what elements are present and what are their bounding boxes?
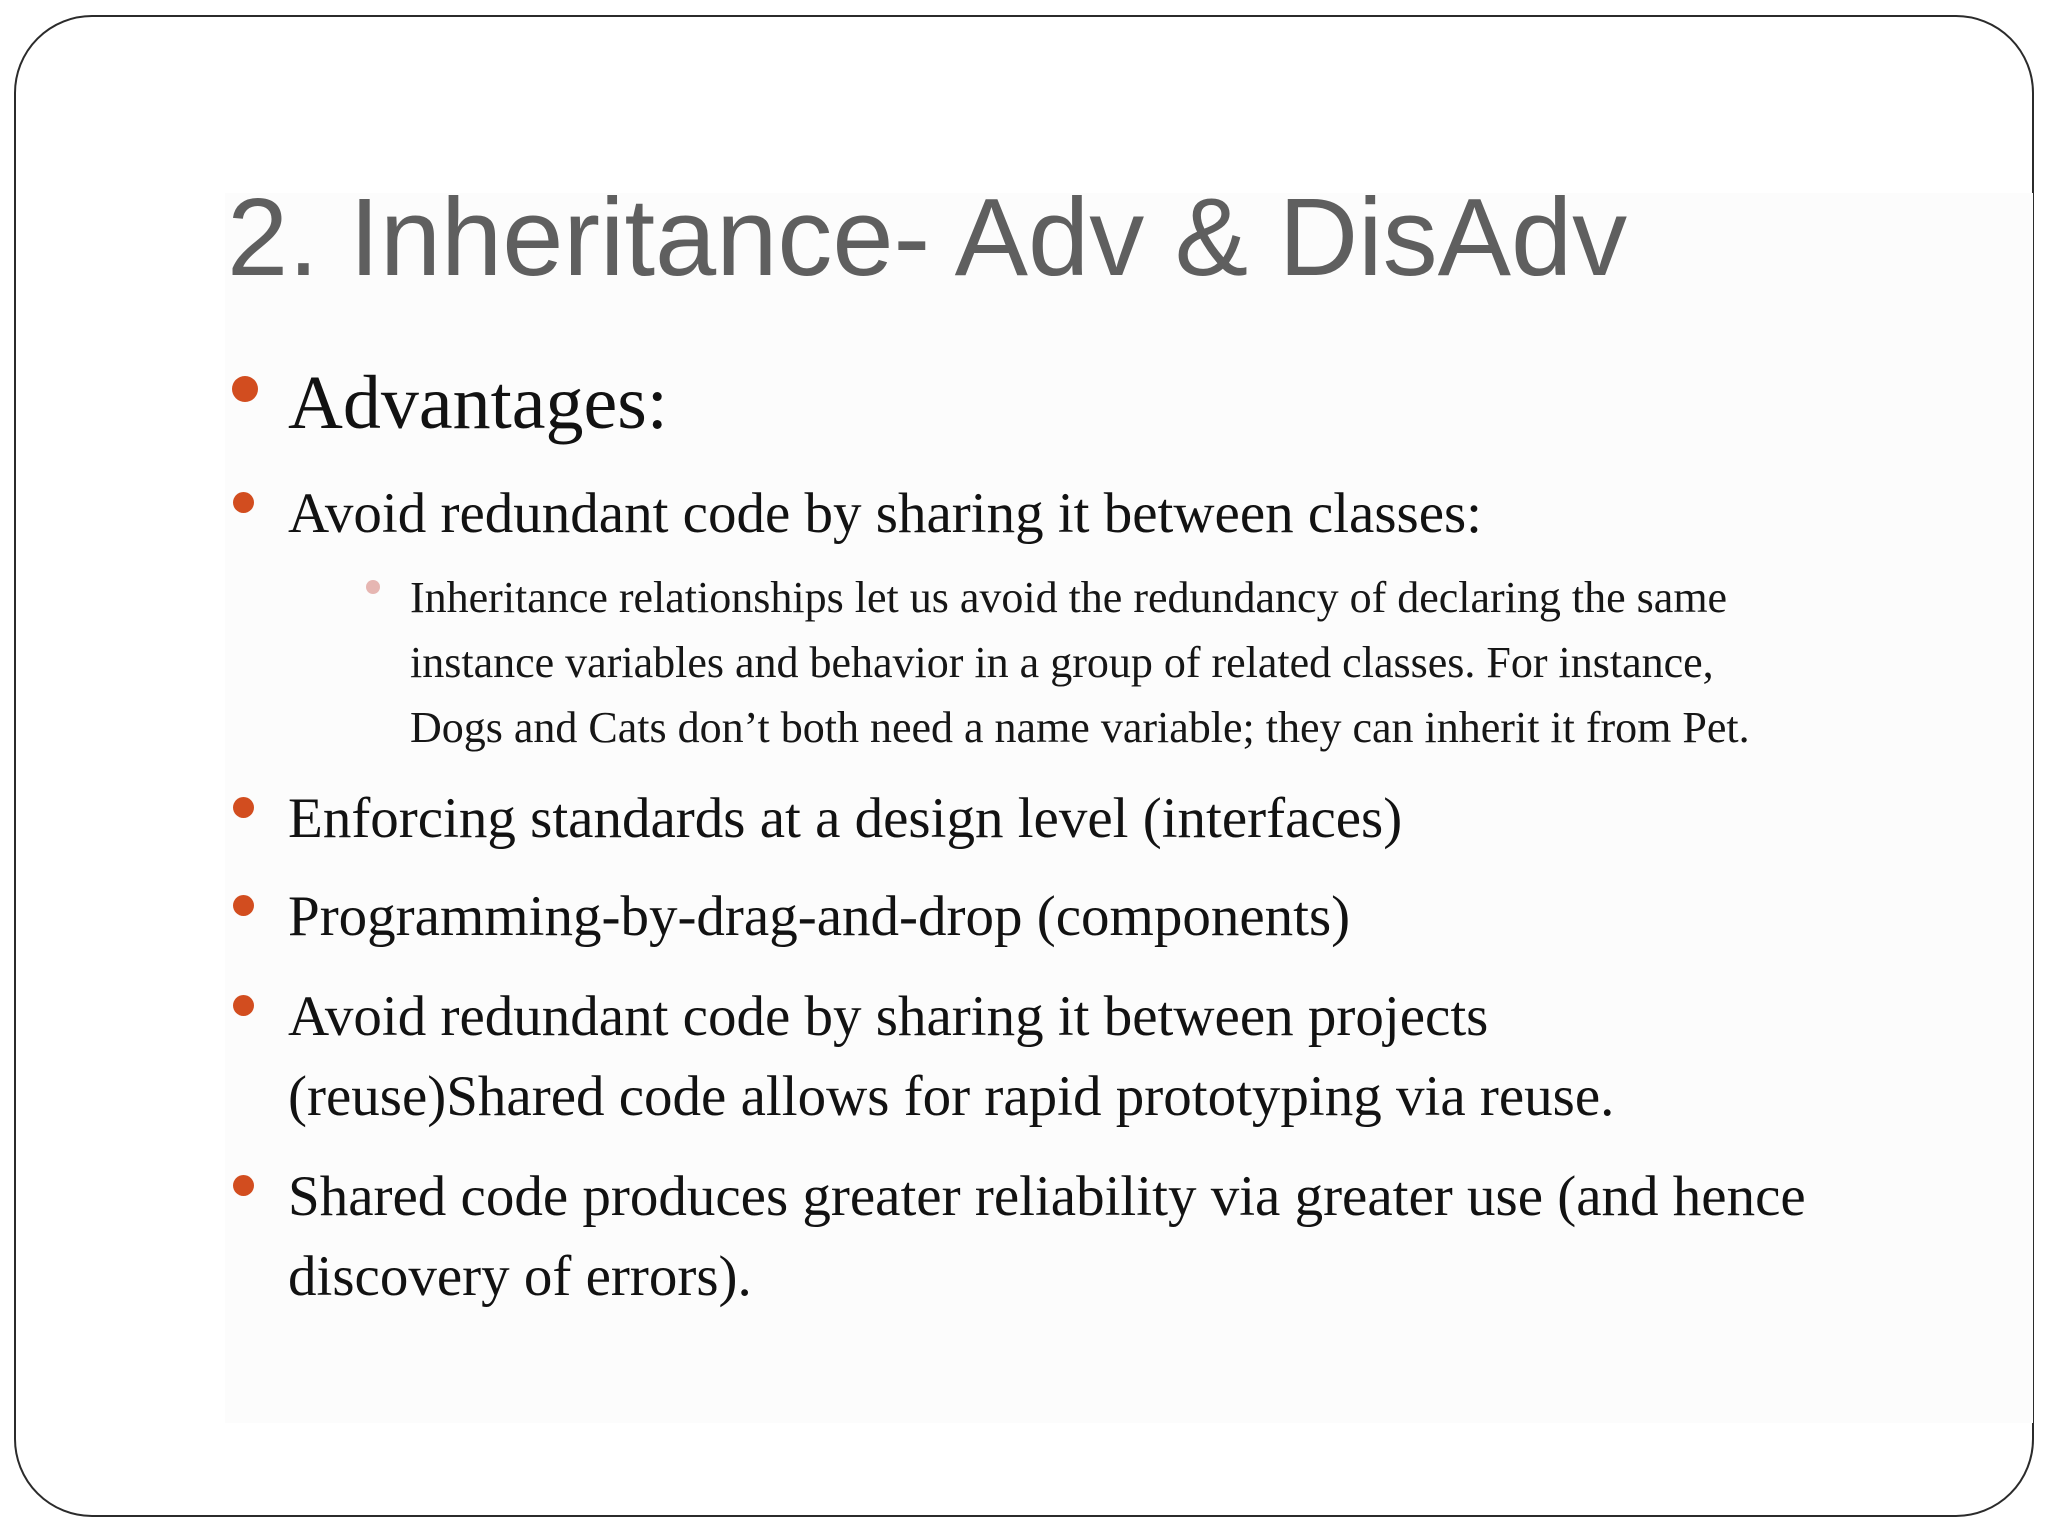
- sub-item-line-2: instance variables and behavior in a group of related classes. For instance,: [410, 638, 1714, 687]
- bullet-item-drag-and-drop: Programming-by-drag-and-drop (components): [288, 885, 1351, 948]
- bullet-item-enforcing-standards: Enforcing standards at a design level (interfaces): [288, 787, 1403, 850]
- bullet-dot: [233, 492, 254, 513]
- bullet-item-share-projects-line-2: (reuse)Shared code allows for rapid prototyping via reuse.: [288, 1065, 1615, 1128]
- bullet-dot: [233, 895, 254, 916]
- sub-item-line-1: Inheritance relationships let us avoid the redundancy of declaring the same: [410, 573, 1728, 622]
- bullet-item-reliability: Shared code produces greater reliability via greater use (and hence: [288, 1165, 1806, 1228]
- bullet-heading-advantages: Advantages:: [288, 361, 668, 445]
- bullet-item-share-classes: Avoid redundant code by sharing it between classes:: [288, 482, 1483, 545]
- bullet-dot: [233, 995, 254, 1016]
- bullet-dot: [233, 1175, 254, 1196]
- bullet-dot: [232, 376, 258, 402]
- bullet-item-reliability-line-2: discovery of errors).: [288, 1245, 752, 1308]
- slide-title: 2. Inheritance- Adv & DisAdv: [227, 176, 1628, 299]
- bullet-dot: [233, 797, 254, 818]
- sub-item-line-3: Dogs and Cats don’t both need a name variable; they can inherit it from Pet.: [410, 703, 1750, 752]
- sub-bullet-dot: [366, 580, 380, 594]
- bullet-item-share-projects: Avoid redundant code by sharing it between projects: [288, 985, 1489, 1048]
